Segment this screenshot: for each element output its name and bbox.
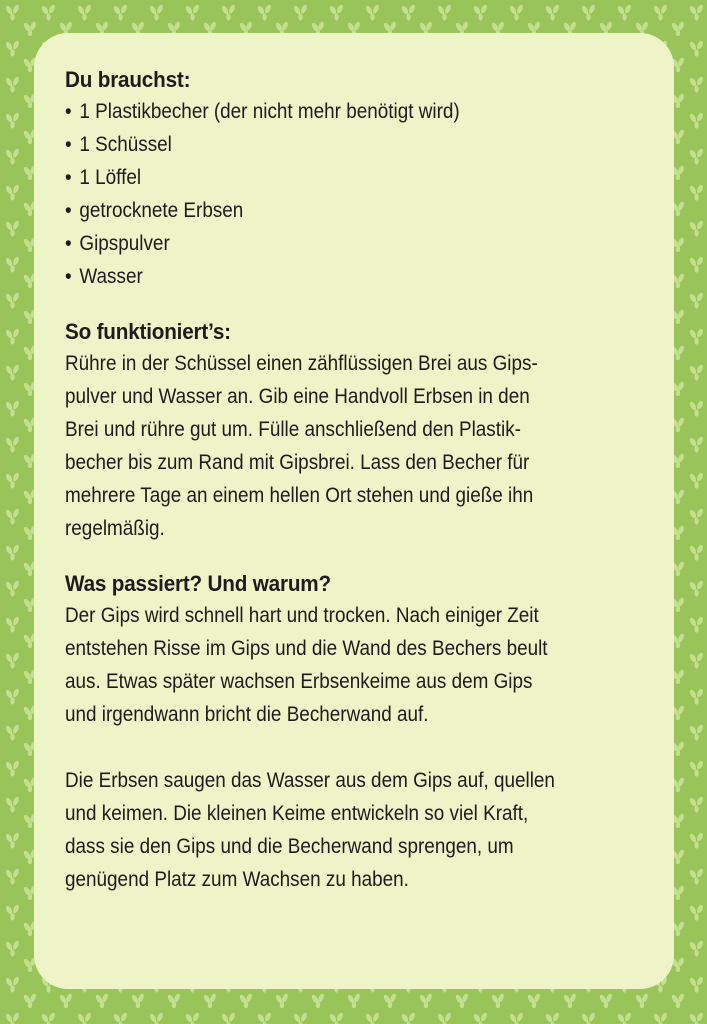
materials-list-item: • getrocknete Erbsen [65, 199, 244, 222]
explanation-heading: Was passiert? Und warum? [65, 571, 331, 596]
text-line: regelmäßig. [65, 517, 165, 540]
text-line: und keimen. Die kleinen Keime entwickeln so viel Kraft, [65, 802, 529, 825]
explanation-paragraph-1 [65, 599, 644, 731]
text-line: Brei und rühre gut um. Fülle anschließend den Plastik- [65, 418, 521, 441]
text-line: dass sie den Gips und die Becherwand sprengen, um [65, 835, 514, 858]
text-line: mehrere Tage an einem hellen Ort stehen und gieße ihn [65, 484, 534, 507]
text-line: Die Erbsen saugen das Wasser aus dem Gips auf, quellen [65, 769, 555, 792]
materials-list-item: • 1 Schüssel [65, 133, 172, 156]
text-line: pulver und Wasser an. Gib eine Handvoll Erbsen in den [65, 385, 530, 408]
instructions-heading: So funktioniert’s: [65, 319, 231, 344]
instructions-paragraph [65, 347, 644, 545]
info-card [34, 33, 674, 989]
text-line: entstehen Risse im Gips und die Wand des Bechers beult [65, 637, 548, 660]
materials-heading: Du brauchst: [65, 67, 191, 92]
text-line: Der Gips wird schnell hart und trocken. Nach einiger Zeit [65, 604, 539, 627]
text-line: aus. Etwas später wachsen Erbsenkeime aus dem Gips [65, 670, 533, 693]
text-line: und irgendwann bricht die Becherwand auf. [65, 703, 429, 726]
materials-list [65, 95, 644, 293]
explanation-paragraph-2 [65, 764, 644, 896]
text-line: Rühre in der Schüssel einen zähflüssigen Brei aus Gips- [65, 352, 538, 375]
materials-list-item: • 1 Plastikbecher (der nicht mehr benötigt wird) [65, 100, 460, 123]
materials-list-item: • 1 Löffel [65, 166, 142, 189]
materials-list-item: • Gipspulver [65, 232, 170, 255]
text-line: becher bis zum Rand mit Gipsbrei. Lass den Becher für [65, 451, 530, 474]
materials-list-item: • Wasser [65, 265, 143, 288]
text-line: genügend Platz zum Wachsen zu haben. [65, 868, 409, 891]
